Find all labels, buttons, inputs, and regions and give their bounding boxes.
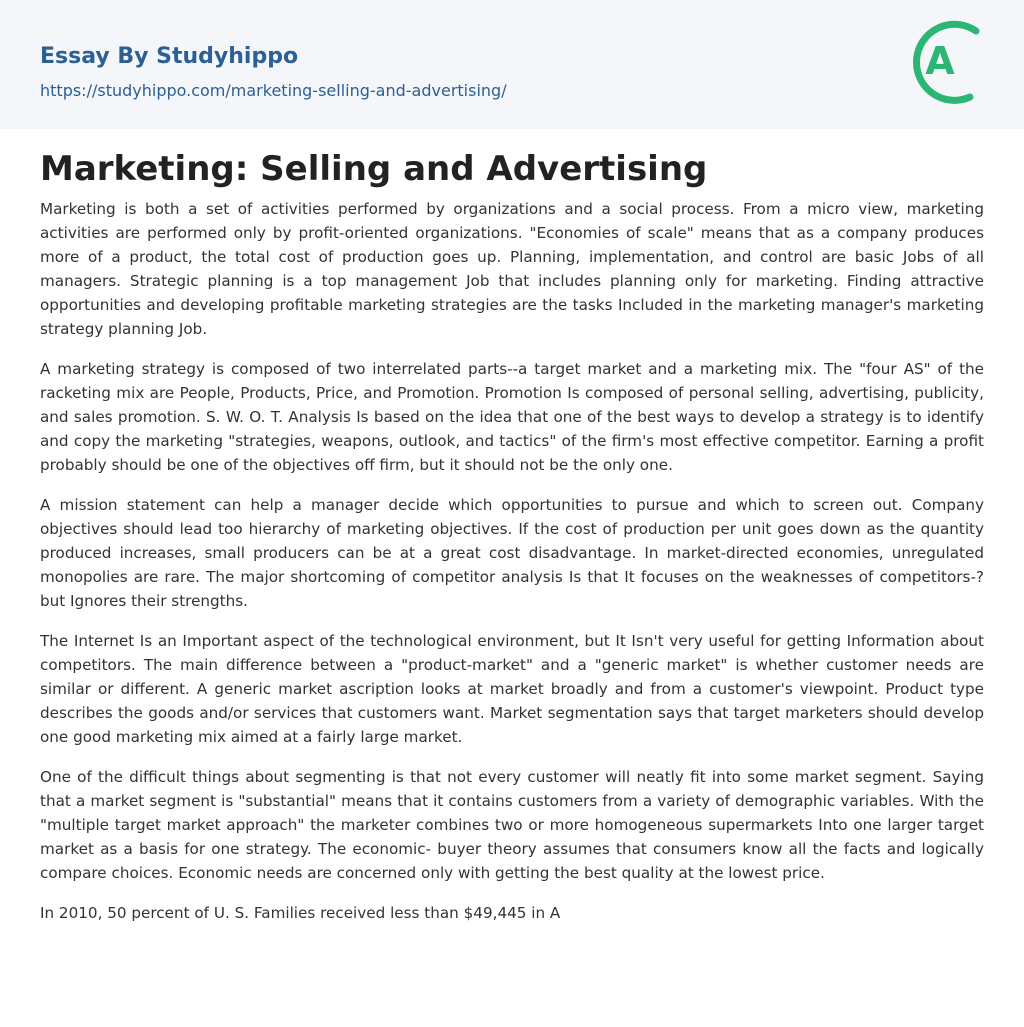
paragraph: A mission statement can help a manager decide which opportunities to pursue and which to screen out. Company objectives should lead too hierarchy of marketing objectives. If the cost of production per unit goes down as the quantity produced increases, small producers can be at a great cost disadvantage. In market-directed economies, unregulated monopolies are rare. The major shortcoming of competitor analysis Is that It focuses on the weaknesses of competitors-?but Ignores their strengths.: [40, 496, 984, 610]
logo-letter: A: [925, 39, 955, 83]
paragraph: Marketing is both a set of activities performed by organizations and a social process. From a micro view, marketing activities are performed only by profit-oriented organizations. "Economies of scale" means that as a company produces more of a product, the total cost of production goes up. Planning, implementation, and control are basic Jobs of all managers. Strategic planning is a top management Job that includes planning only for marketing. Finding attractive opportunities and developing profitable marketing strategies are the tasks Included in the marketing manager's marketing strategy planning Job.: [40, 200, 984, 338]
paragraph: In 2010, 50 percent of U. S. Families received less than $49,445 in A: [40, 904, 561, 922]
site-header: [0, 0, 1024, 129]
article-url-link[interactable]: https://studyhippo.com/marketing-selling-and-advertising/: [40, 81, 507, 100]
paragraph: The Internet Is an Important aspect of the technological environment, but It Isn't very useful for getting Information about competitors. The main difference between a "product-market" and a "generic market" is whether customer needs are similar or different. A generic market ascription looks at market broadly and from a customer's viewpoint. Product type describes the goods and/or services that customers want. Market segmentation says that target marketers should develop one good marketing mix aimed at a fairly large market.: [40, 632, 984, 746]
brand-name: Essay By Studyhippo: [40, 44, 299, 69]
paragraph: A marketing strategy is composed of two interrelated parts--a target market and a marketing mix. The "four AS" of the racketing mix are People, Products, Price, and Promotion. Promotion Is composed of personal selling, advertising, publicity, and sales promotion. S. W. O. T. Analysis Is based on the idea that one of the best ways to develop a strategy is to identify and copy the marketing "strategies, weapons, outlook, and tactics" of the firm's most effective competitor. Earning a profit probably should be one of the objectives off firm, but it should not be the only one.: [40, 360, 984, 474]
article-title: Marketing: Selling and Advertising: [40, 149, 708, 189]
paragraph: One of the difficult things about segmenting is that not every customer will neatly fit into some market segment. Saying that a market segment is "substantial" means that it contains customers from a variety of demographic variables. With the "multiple target market approach" the marketer combines two or more homogeneous supermarkets Into one larger target market as a basis for one strategy. The economic- buyer theory assumes that consumers know all the facts and logically compare choices. Economic needs are concerned only with getting the best quality at the lowest price.: [40, 768, 984, 882]
logo-icon[interactable]: [910, 18, 990, 106]
article-body: [0, 147, 1024, 925]
